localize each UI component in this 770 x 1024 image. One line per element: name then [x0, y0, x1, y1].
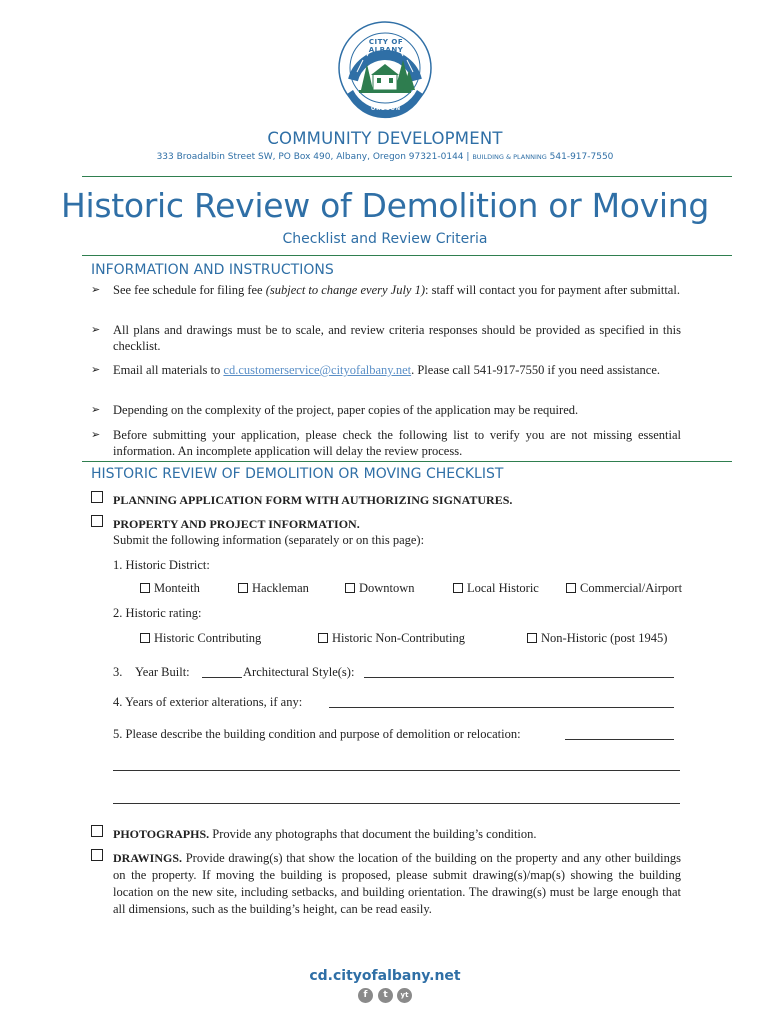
title-divider: [82, 255, 732, 256]
checkbox-icon: [140, 633, 150, 643]
youtube-icon[interactable]: yt: [397, 988, 412, 1003]
department-name: COMMUNITY DEVELOPMENT: [267, 129, 503, 148]
info-bullet-email: ➢ Email all materials to cd.customerservice@cityofalbany.net. Please call 541-917-7550 if you need assistance.: [91, 363, 660, 377]
item-photographs: PHOTOGRAPHS. Provide any photographs that document the building’s condition.: [113, 827, 537, 841]
logo-top-text: CITY OF ALBANY: [368, 38, 404, 54]
option-non-historic[interactable]: Non-Historic (post 1945): [527, 631, 667, 646]
website-link[interactable]: cd.cityofalbany.net: [309, 968, 461, 984]
city-seal-icon: [337, 20, 433, 130]
arrow-bullet-icon: ➢: [91, 404, 101, 416]
option-commercial-airport[interactable]: Commercial/Airport: [566, 581, 682, 596]
building-condition-field-line-2[interactable]: [113, 770, 680, 771]
question-historic-rating: 2. Historic rating:: [113, 606, 202, 620]
option-historic-contributing[interactable]: Historic Contributing: [140, 631, 261, 646]
arrow-bullet-icon: ➢: [91, 324, 101, 336]
checkbox-icon: [238, 583, 248, 593]
facebook-icon[interactable]: f: [358, 988, 373, 1003]
email-link[interactable]: cd.customerservice@cityofalbany.net: [223, 363, 412, 377]
architectural-style-field[interactable]: [364, 677, 674, 678]
page-title: Historic Review of Demolition or Moving: [60, 186, 710, 225]
question-year-built: Year Built:: [135, 665, 190, 679]
checkbox-drawings[interactable]: [91, 849, 103, 861]
question-year-number: 3.: [113, 665, 123, 679]
option-local-historic[interactable]: Local Historic: [453, 581, 539, 596]
info-divider: [82, 461, 732, 462]
checkbox-icon: [318, 633, 328, 643]
address-main: 333 Broadalbin Street SW, PO Box 490, Albany, Oregon 97321-0144 |: [156, 152, 470, 162]
info-bullet-fee: ➢ See fee schedule for filing fee (subject to change every July 1): staff will contact you for payment after submittal.: [91, 283, 680, 297]
question-architectural-style: Architectural Style(s):: [243, 665, 355, 679]
property-info-instructions: Submit the following information (separately or on this page):: [113, 533, 425, 547]
info-bullet-submit: ➢ Before submitting your application, please check the following list to verify you are not missing essential information. An incomplete application will delay the review process.: [91, 428, 681, 458]
option-hackleman[interactable]: Hackleman: [238, 581, 309, 596]
logo-bottom-text: OREGON: [370, 106, 402, 112]
item-application-form: PLANNING APPLICATION FORM WITH AUTHORIZING SIGNATURES.: [113, 493, 513, 507]
building-condition-field-line-3[interactable]: [113, 803, 680, 804]
alterations-field[interactable]: [329, 707, 674, 708]
info-bullet-paper: ➢ Depending on the complexity of the project, paper copies of the application may be required.: [91, 403, 579, 417]
item-property-info: PROPERTY AND PROJECT INFORMATION.: [113, 517, 360, 531]
option-downtown[interactable]: Downtown: [345, 581, 415, 596]
info-heading: INFORMATION AND INSTRUCTIONS: [91, 262, 334, 278]
checklist-heading: HISTORIC REVIEW OF DEMOLITION OR MOVING CHECKLIST: [91, 466, 504, 482]
checkbox-icon: [453, 583, 463, 593]
twitter-icon[interactable]: t: [378, 988, 393, 1003]
arrow-bullet-icon: ➢: [91, 364, 101, 376]
info-bullet-scale: ➢ All plans and drawings must be to scale, and review criteria responses should be provided as specified in this checklist.: [91, 323, 681, 353]
question-historic-district: 1. Historic District:: [113, 558, 210, 572]
item-drawings: DRAWINGS. Provide drawing(s) that show the location of the building on the property and any other buildings on the property. If moving the building is proposed, please submit drawing(s)/map(s) showing the building location on the new site, including setbacks, and building orientation. The drawing(s) must be large enough that all dimensions, such as the building’s height, can be read easily.: [113, 851, 681, 916]
checkbox-application-form[interactable]: [91, 491, 103, 503]
checkbox-icon: [527, 633, 537, 643]
page-subtitle: Checklist and Review Criteria: [282, 231, 488, 247]
header-divider: [82, 176, 732, 177]
checkbox-property-info[interactable]: [91, 515, 103, 527]
year-built-field[interactable]: [202, 677, 242, 678]
question-alterations: 4. Years of exterior alterations, if any:: [113, 695, 303, 709]
checkbox-icon: [140, 583, 150, 593]
arrow-bullet-icon: ➢: [91, 284, 101, 296]
arrow-bullet-icon: ➢: [91, 429, 101, 441]
building-condition-field[interactable]: [565, 739, 674, 740]
address-line: [0, 152, 770, 162]
phone-number: 541-917-7550: [549, 152, 614, 162]
address-departments: BUILDING & PLANNING: [472, 153, 547, 161]
question-building-condition: 5. Please describe the building condition and purpose of demolition or relocation:: [113, 727, 521, 741]
checkbox-photographs[interactable]: [91, 825, 103, 837]
option-monteith[interactable]: Monteith: [140, 581, 200, 596]
checkbox-icon: [345, 583, 355, 593]
option-historic-non-contributing[interactable]: Historic Non-Contributing: [318, 631, 465, 646]
checkbox-icon: [566, 583, 576, 593]
